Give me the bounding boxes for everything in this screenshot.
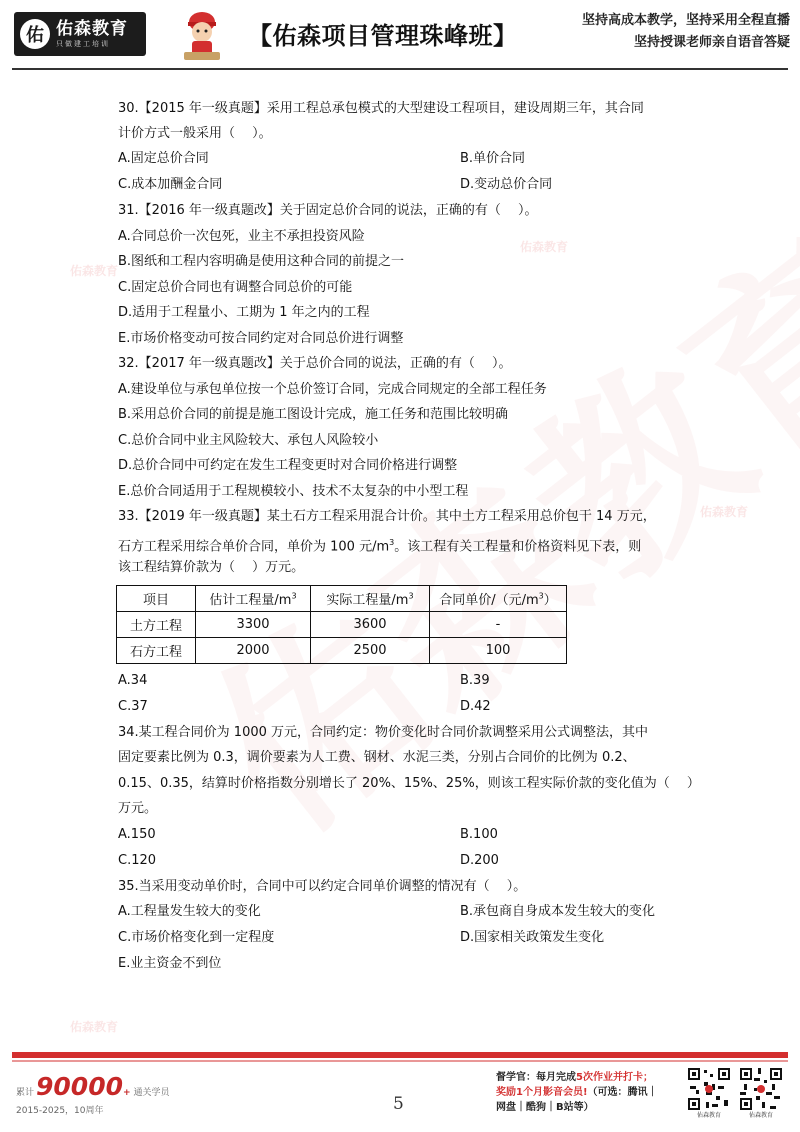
table-cell: 3600 <box>311 611 430 637</box>
promo-highlight: 奖励1个月影音会员! <box>496 1087 588 1098</box>
question-text-part: 。该工程有关工程量和价格资料见下表，则 <box>394 538 642 554</box>
promo-text: （可选：腾讯｜ <box>587 1087 658 1098</box>
promo-line-3: 网盘｜酷狗｜B站等） <box>496 1102 594 1113</box>
option-d: D.国家相关政策发生变化 <box>460 930 605 945</box>
option-row <box>118 694 690 720</box>
superscript: 3 <box>538 591 544 601</box>
price-table <box>116 585 567 664</box>
superscript: 3 <box>389 537 395 547</box>
header-text: 合同单价/（元/m <box>439 592 539 608</box>
table-cell: 土方工程 <box>117 611 196 637</box>
question-32 <box>118 351 690 504</box>
qr-code-1[interactable] <box>686 1066 732 1120</box>
option-row <box>118 146 690 172</box>
table-header-cell <box>430 585 567 611</box>
footer-divider-thin <box>12 1060 788 1062</box>
option-a: A.34 <box>118 672 148 688</box>
option-row <box>118 848 690 874</box>
question-text: 万元。 <box>118 801 158 816</box>
option-c: C.37 <box>118 698 148 714</box>
option-b: B.采用总价合同的前提是施工图设计完成，施工任务和范围比较明确 <box>118 407 509 422</box>
question-text: 31.【2016 年一级真题改】关于固定总价合同的说法，正确的有（ ）。 <box>118 203 538 218</box>
option-c: C.总价合同中业主风险较大、承包人风险较小 <box>118 432 379 448</box>
question-text: 32.【2017 年一级真题改】关于总价合同的说法，正确的有（ ）。 <box>118 356 512 371</box>
question-text: 0.15、0.35，结算时价格指数分别增长了 20%、15%、25%，则该工程实际价款的变化值为（ ） <box>118 775 700 791</box>
option-row <box>118 899 690 925</box>
option-d: D.变动总价合同 <box>460 177 553 192</box>
option-c: C.固定总价合同也有调整合同总价的可能 <box>118 279 353 295</box>
qr-code-icon <box>738 1066 784 1112</box>
qr-code-2[interactable] <box>738 1066 784 1120</box>
option-row <box>118 925 690 951</box>
footer-stats <box>16 1072 170 1116</box>
question-text: 30.【2015 年一级真题】采用工程总承包模式的大型建设工程项目，建设周期三年，其合同 <box>118 101 644 116</box>
question-35 <box>118 874 690 977</box>
question-text: 35.当采用变动单价时，合同中可以约定合同单价调整的情况有（ ）。 <box>118 878 527 894</box>
page-header <box>0 0 800 70</box>
question-text: 固定要素比例为 0.3，调价要素为人工费、钢材、水泥三类，分别占合同价的比例为 0.2、 <box>118 750 636 765</box>
qr-label: 佑森教育 <box>748 1112 773 1119</box>
footer-divider <box>12 1052 788 1058</box>
question-text <box>118 530 690 556</box>
watermark-logo: 佑森教育 <box>70 1020 119 1034</box>
footer-promo <box>496 1070 682 1115</box>
question-text: 计价方式一般采用（ ）。 <box>118 126 272 141</box>
watermark-logo: 佑森教育 <box>700 505 749 519</box>
page-title: 【佑森项目管理珠峰班】 <box>248 22 518 50</box>
count-number: 90000 <box>36 1072 123 1101</box>
table-cell: 100 <box>430 637 567 663</box>
header-slogans <box>582 10 790 54</box>
option-b: B.39 <box>460 672 490 688</box>
page-number: 5 <box>393 1094 404 1114</box>
option-c: C.成本加酬金合同 <box>118 177 223 192</box>
question-31 <box>118 198 690 351</box>
logo-slogan: 只做建工培训 <box>56 40 110 48</box>
promo-line-2 <box>496 1085 682 1100</box>
header-text: ） <box>543 592 557 608</box>
question-33 <box>118 504 690 720</box>
header-text: 实际工程量/m <box>326 592 409 608</box>
option-c: C.市场价格变化到一定程度 <box>118 930 275 945</box>
header-divider <box>12 68 788 70</box>
table-row <box>117 611 567 637</box>
option-b: B.承包商自身成本发生较大的变化 <box>460 904 656 919</box>
option-e: E.市场价格变动可按合同约定对合同总价进行调整 <box>118 330 404 346</box>
qr-code-icon <box>686 1066 732 1112</box>
option-b: B.100 <box>460 826 498 842</box>
question-text-part: 石方工程采用综合单价合同，单价为 100 元/m <box>118 538 390 554</box>
option-row <box>118 822 690 848</box>
watermark-logo: 佑森教育 <box>70 264 119 278</box>
header-slogan-2: 坚持授课老师亲自语音答疑 <box>633 35 790 50</box>
superscript: 3 <box>408 591 414 601</box>
option-a: A.固定总价合同 <box>118 151 209 166</box>
table-header-row <box>117 585 567 611</box>
header-text: 估计工程量/m <box>209 592 292 608</box>
question-34 <box>118 720 700 874</box>
table-cell: 3300 <box>196 611 311 637</box>
question-30 <box>118 96 690 198</box>
option-row <box>118 172 690 198</box>
question-content <box>118 96 700 977</box>
option-e: E.业主资金不到位 <box>118 956 222 971</box>
header-slogan-1: 坚持高成本教学，坚持采用全程直播 <box>581 13 790 28</box>
promo-line-1 <box>496 1070 682 1085</box>
option-d: D.200 <box>460 852 499 868</box>
option-a: A.建设单位与承包单位按一个总价签订合同，完成合同规定的全部工程任务 <box>118 381 547 397</box>
option-e: E.总价合同适用于工程规模较小、技术不太复杂的中小型工程 <box>118 483 469 499</box>
logo-name: 佑森教育 <box>56 19 128 39</box>
count-prefix: 累计 <box>16 1088 35 1098</box>
option-a: A.150 <box>118 826 156 842</box>
qr-label: 佑森教育 <box>696 1112 721 1119</box>
brand-logo <box>14 12 146 56</box>
student-count <box>16 1072 170 1101</box>
option-d: D.总价合同中可约定在发生工程变更时对合同价格进行调整 <box>118 458 458 473</box>
table-header-cell <box>196 585 311 611</box>
count-plus: + <box>123 1088 131 1098</box>
option-b: B.单价合同 <box>460 151 526 166</box>
table-cell: - <box>430 611 567 637</box>
table-cell: 2000 <box>196 637 311 663</box>
option-c: C.120 <box>118 852 157 868</box>
question-text: 34.某工程合同价为 1000 万元，合同约定：物价变化时合同价款调整采用公式调整法，其中 <box>118 724 649 740</box>
count-suffix: 通关学员 <box>133 1088 170 1098</box>
anniversary-text: 2015-2025，10周年 <box>16 1106 104 1116</box>
mascot-icon <box>178 8 226 62</box>
watermark-logo: 佑森教育 <box>520 240 569 254</box>
table-row <box>117 637 567 663</box>
question-text: 该工程结算价款为（ ）万元。 <box>118 560 305 575</box>
table-header-cell: 项目 <box>117 585 196 611</box>
option-a: A.合同总价一次包死，业主不承担投资风险 <box>118 228 365 244</box>
table-cell: 2500 <box>311 637 430 663</box>
option-d: D.适用于工程量小、工期为 1 年之内的工程 <box>118 305 370 320</box>
promo-text: 督学官：每月完成 <box>496 1072 576 1083</box>
logo-text <box>56 19 128 49</box>
superscript: 3 <box>291 591 297 601</box>
option-a: A.工程量发生较大的变化 <box>118 904 261 919</box>
option-d: D.42 <box>460 698 491 714</box>
option-row <box>118 668 690 694</box>
option-b: B.图纸和工程内容明确是使用这种合同的前提之一 <box>118 254 405 269</box>
table-cell: 石方工程 <box>117 637 196 663</box>
table-header-cell <box>311 585 430 611</box>
logo-mark-icon: 佑 <box>20 19 50 49</box>
question-text: 33.【2019 年一级真题】某土石方工程采用混合计价。其中土方工程采用总价包干 14 万元， <box>118 509 656 524</box>
promo-highlight: 5次作业并打卡； <box>576 1072 653 1083</box>
